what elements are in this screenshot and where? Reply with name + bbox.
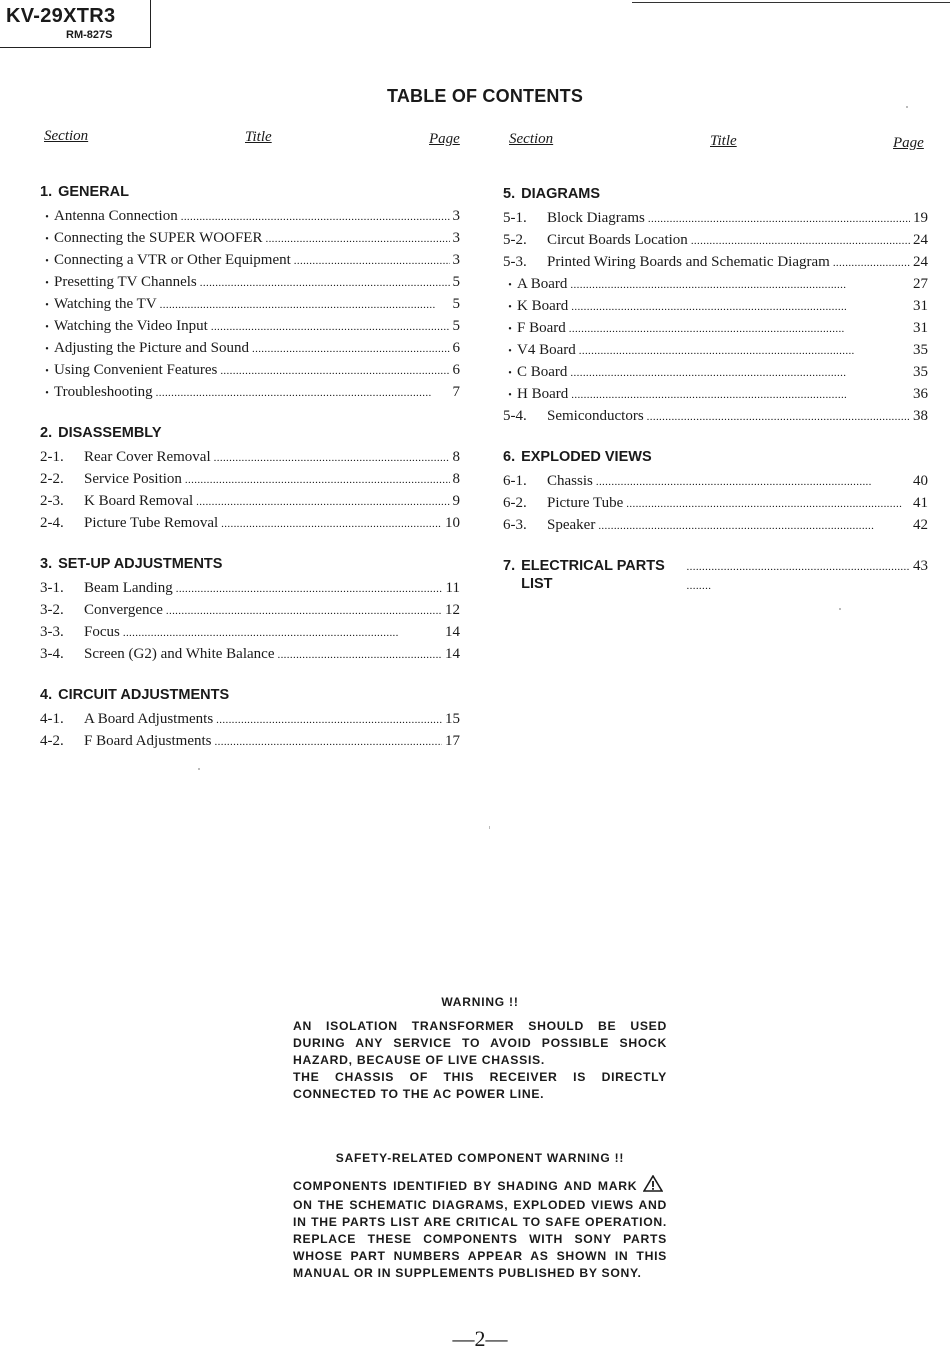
toc-entry [40,730,460,752]
toc-entry [503,383,928,405]
entry-title: Screen (G2) and White Balance [84,646,275,662]
entry-number: 5-2. [503,232,527,248]
toc-entry [40,599,460,621]
toc-entry [40,708,460,730]
toc-right-column [503,184,928,592]
bullet-icon: • [508,324,512,335]
entry-title: H Board [517,386,569,402]
toc-entry [503,295,928,317]
entry-label-group [40,643,274,665]
dot-leader [598,514,910,537]
entry-label-group [40,446,211,468]
section-name: ELECTRICAL PARTS LIST [521,558,665,592]
section-name: DISASSEMBLY [58,425,162,441]
bullet-icon: • [45,366,49,377]
entry-label-group [40,490,193,512]
toc-entry [503,514,928,536]
page-ref: 27 [913,276,928,292]
dot-leader [214,446,450,469]
dot-leader [221,512,442,535]
entry-title: Picture Tube [547,495,624,511]
dot-leader [181,205,450,228]
entry-label-group [503,251,830,273]
entry-number: 2-1. [40,449,64,465]
section-number: 4. [40,687,53,703]
bullet-icon: • [45,212,49,223]
bullet-icon: • [45,322,49,333]
dot-leader [215,730,442,753]
entry-number: 4-2. [40,733,64,749]
entry-title: Connecting the SUPER WOOFER [54,230,263,246]
entry-title: Beam Landing [84,580,173,596]
entry-number: 6-2. [503,495,527,511]
section-heading [503,556,928,592]
bullet-icon: • [45,388,49,399]
entry-title: Focus [84,624,120,640]
safety-text-after-mark: ON THE SCHEMATIC DIAGRAMS, EXPLODED VIEWS AND IN THE PARTS LIST ARE CRITICAL TO SAFE OPERATION. REPLACE THESE COMPONENTS WITH SONY PARTS WHOSE PART NUMBERS APPEAR AS SHOWN IN THIS MANUAL OR IN SUPPLEMENTS PUBLISHED BY SONY. [293,1198,667,1280]
section-gap [503,536,928,556]
section-name: SET-UP ADJUSTMENTS [58,556,223,572]
dot-leader [648,207,910,230]
entry-label-group [503,229,688,251]
section-name: DIAGRAMS [521,186,601,202]
entry-label-group [40,315,208,339]
bullet-icon: • [45,234,49,245]
page-ref: 9 [452,493,460,509]
entry-label-group [503,273,567,297]
page-ref: 11 [445,580,460,596]
toc-entry [503,470,928,492]
entry-title: Watching the Video Input [54,318,208,334]
toc-entry [503,339,928,361]
warning-paragraph: THE CHASSIS OF THIS RECEIVER IS DIRECTLY CONNECTED TO THE AC POWER LINE. [293,1070,667,1101]
section-gap [503,427,928,447]
toc-entry [40,512,460,534]
dot-leader [579,339,910,362]
entry-label-group [503,514,595,536]
column-header-title-left: Title [245,129,272,145]
dot-leader [176,577,443,600]
dot-leader [647,405,910,428]
page-ref: 5 [452,296,460,312]
dot-leader [571,295,910,318]
page-ref: 14 [445,624,460,640]
entry-number: 5-3. [503,254,527,270]
page-ref: 6 [452,362,460,378]
entry-title: Circut Boards Location [547,232,688,248]
page-ref: 7 [452,384,460,400]
page-ref: 40 [913,473,928,489]
bullet-icon: • [45,300,49,311]
page-ref: 41 [913,495,928,511]
entry-label-group [40,708,213,730]
entry-label-group [40,730,212,752]
entry-label-group [40,293,157,317]
entry-title: Rear Cover Removal [84,449,211,465]
column-header-page-left: Page [429,131,460,147]
section-gap [40,665,460,685]
entry-label-group [503,317,566,341]
entry-title: C Board [517,364,568,380]
dot-leader [156,381,450,404]
toc-entry [40,577,460,599]
page-ref: 24 [913,254,928,270]
entry-number: 5-4. [503,408,527,424]
entry-title: Speaker [547,517,596,533]
entry-title: Convergence [84,602,163,618]
toc-entry [40,249,460,271]
page-ref: 19 [913,210,928,226]
entry-label-group [503,339,576,363]
entry-title: F Board [517,320,566,336]
page-ref: 5 [452,274,460,290]
dot-leader [596,470,910,493]
entry-number: 3-4. [40,646,64,662]
entry-title: Presetting TV Channels [54,274,197,290]
toc-entry [40,227,460,249]
entry-label-group [40,577,173,599]
entry-number: 2-4. [40,515,64,531]
section-number: 6. [503,449,516,465]
section-number: 2. [40,425,53,441]
section-heading [40,423,460,446]
entry-title: Antenna Connection [54,208,178,224]
entry-label-group [503,383,568,407]
bullet-icon: • [508,368,512,379]
section-number: 3. [40,556,53,572]
entry-label-group [40,227,262,251]
page-ref: 31 [913,298,928,314]
dot-leader [571,383,910,406]
section-name: EXPLODED VIEWS [521,449,652,465]
page-number: —2— [452,1326,508,1351]
entry-title: A Board Adjustments [84,711,214,727]
page-ref: 38 [913,408,928,424]
section-heading [40,554,460,577]
toc-entry [40,490,460,512]
dot-leader [160,293,450,316]
bullet-icon: • [45,256,49,267]
column-header-section-left: Section [44,128,89,144]
warning-paragraph: AN ISOLATION TRANSFORMER SHOULD BE USED DURING ANY SERVICE TO AVOID POSSIBLE SHOCK HAZARD, BECAUSE OF LIVE CHASSIS. [293,1019,667,1067]
entry-title: Troubleshooting [54,384,153,400]
toc-entry [503,317,928,339]
page-ref: 17 [445,733,460,749]
page-ref: 35 [913,342,928,358]
toc-entry [503,405,928,427]
warning-text [293,1018,667,1103]
remote-model: RM-827S [66,29,113,41]
entry-title: K Board [517,298,569,314]
dot-leader [833,251,910,274]
dot-leader [123,621,442,644]
dot-leader [216,708,442,731]
entry-title: A Board [517,276,568,292]
column-header-section-right: Section [509,131,554,147]
scan-speck [489,826,490,829]
page-ref: 5 [452,318,460,334]
section-heading [503,184,928,207]
page-ref: 3 [452,208,460,224]
bullet-icon: • [508,302,512,313]
entry-title: Semiconductors [547,408,644,424]
entry-label-group [503,361,567,385]
dot-leader: . . . . . . . . . . . . . . . . . . . . . . . . . . . . . . . . . . . . . . . . . . . . . . . . . . . . . . . . . . . . . . . . . . . . . . . . . . . . . . . . [686,561,909,592]
page-ref: 15 [445,711,460,727]
page-ref: 12 [445,602,460,618]
toc-entry [40,315,460,337]
dot-leader [196,490,449,513]
scan-speck [839,608,841,610]
entry-title: Using Convenient Features [54,362,218,378]
dot-leader [570,273,910,296]
entry-number: 3-2. [40,602,64,618]
entry-title: Adjusting the Picture and Sound [54,340,249,356]
entry-number: 5-1. [503,210,527,226]
entry-title: Watching the TV [54,296,157,312]
safety-warning-text [293,1175,667,1282]
toc-entry [40,643,460,665]
entry-label-group [40,359,217,383]
entry-label-group [40,621,120,643]
toc-entry [503,273,928,295]
entry-number: 6-3. [503,517,527,533]
entry-label-group [503,492,623,514]
entry-label-group [40,271,197,295]
page-ref: 8 [452,449,460,465]
toc-entry [40,337,460,359]
bullet-icon: • [45,344,49,355]
entry-title: Connecting a VTR or Other Equipment [54,252,291,268]
section-heading [503,447,928,470]
warning-title: WARNING !! [441,995,519,1009]
dot-leader [200,271,450,294]
model-header-box [0,0,151,48]
top-rule [632,2,950,3]
entry-number: 4-1. [40,711,64,727]
entry-title: Service Position [84,471,182,487]
entry-label-group [40,205,178,229]
warning-triangle-icon [643,1175,663,1197]
page-ref: 42 [913,517,928,533]
toc-entry [40,381,460,403]
page-ref: 3 [452,230,460,246]
entry-label-group [40,337,249,361]
page-ref: 24 [913,232,928,248]
entry-label-group [503,470,593,492]
toc-entry [40,446,460,468]
page-ref: 35 [913,364,928,380]
dot-leader [691,229,910,252]
section-heading [40,182,460,205]
entry-label-group [40,599,163,621]
section-number: 5. [503,186,516,202]
dot-leader [569,317,910,340]
entry-title: Block Diagrams [547,210,645,226]
section-heading [40,685,460,708]
scan-speck [198,768,200,770]
safety-text-before-mark: COMPONENTS IDENTIFIED BY SHADING AND MARK [293,1179,638,1193]
dot-leader [220,359,449,382]
entry-number: 2-2. [40,471,64,487]
page-ref: 8 [452,471,460,487]
toc-entry [40,621,460,643]
dot-leader [626,492,910,515]
entry-label-group [503,207,645,229]
page-ref: 31 [913,320,928,336]
bullet-icon: • [508,390,512,401]
toc-entry [503,229,928,251]
dot-leader [185,468,450,491]
dot-leader [252,337,450,360]
dot-leader [166,599,442,622]
entry-label-group [503,295,568,319]
toc-left-column [40,182,460,752]
dot-leader [277,643,442,666]
section-name: CIRCUIT ADJUSTMENTS [58,687,230,703]
dot-leader [294,249,450,272]
toc-entry [503,207,928,229]
toc-entry [503,251,928,273]
bullet-icon: • [45,278,49,289]
page-ref: 43 [913,558,928,574]
dot-leader [265,227,449,250]
toc-entry [40,205,460,227]
entry-label-group [503,405,644,427]
toc-entry [40,271,460,293]
page-ref: 14 [445,646,460,662]
entry-label-group [40,381,153,405]
toc-entry [503,361,928,383]
bullet-icon: • [508,280,512,291]
section-name: GENERAL [58,184,129,200]
entry-number: 2-3. [40,493,64,509]
page-ref: 10 [445,515,460,531]
column-header-page-right: Page [893,135,924,151]
safety-warning-title: SAFETY-RELATED COMPONENT WARNING !! [335,1151,625,1165]
entry-label-group [40,512,218,534]
toc-entry [503,492,928,514]
page-ref: 36 [913,386,928,402]
entry-title: K Board Removal [84,493,194,509]
section-gap [40,534,460,554]
section-number: 1. [40,184,53,200]
bullet-icon: • [508,346,512,357]
column-header-title-right: Title [710,133,737,149]
entry-title: F Board Adjustments [84,733,212,749]
entry-number: 3-1. [40,580,64,596]
entry-number: 6-1. [503,473,527,489]
entry-label-group [40,249,291,273]
page-title: TABLE OF CONTENTS [386,86,584,106]
entry-title: V4 Board [517,342,576,358]
scan-speck [906,106,908,108]
section-gap [40,403,460,423]
page-ref: 6 [452,340,460,356]
toc-entry [40,293,460,315]
section-number: 7. [503,558,516,574]
entry-title: Printed Wiring Boards and Schematic Diagram [547,254,830,270]
entry-number: 3-3. [40,624,64,640]
dot-leader [570,361,910,384]
page-ref: 3 [452,252,460,268]
model-number: KV-29XTR3 [6,5,116,27]
entry-label-group [40,468,182,490]
entry-title: Chassis [547,473,593,489]
toc-entry [40,468,460,490]
dot-leader [211,315,450,338]
entry-title: Picture Tube Removal [84,515,219,531]
toc-entry [40,359,460,381]
